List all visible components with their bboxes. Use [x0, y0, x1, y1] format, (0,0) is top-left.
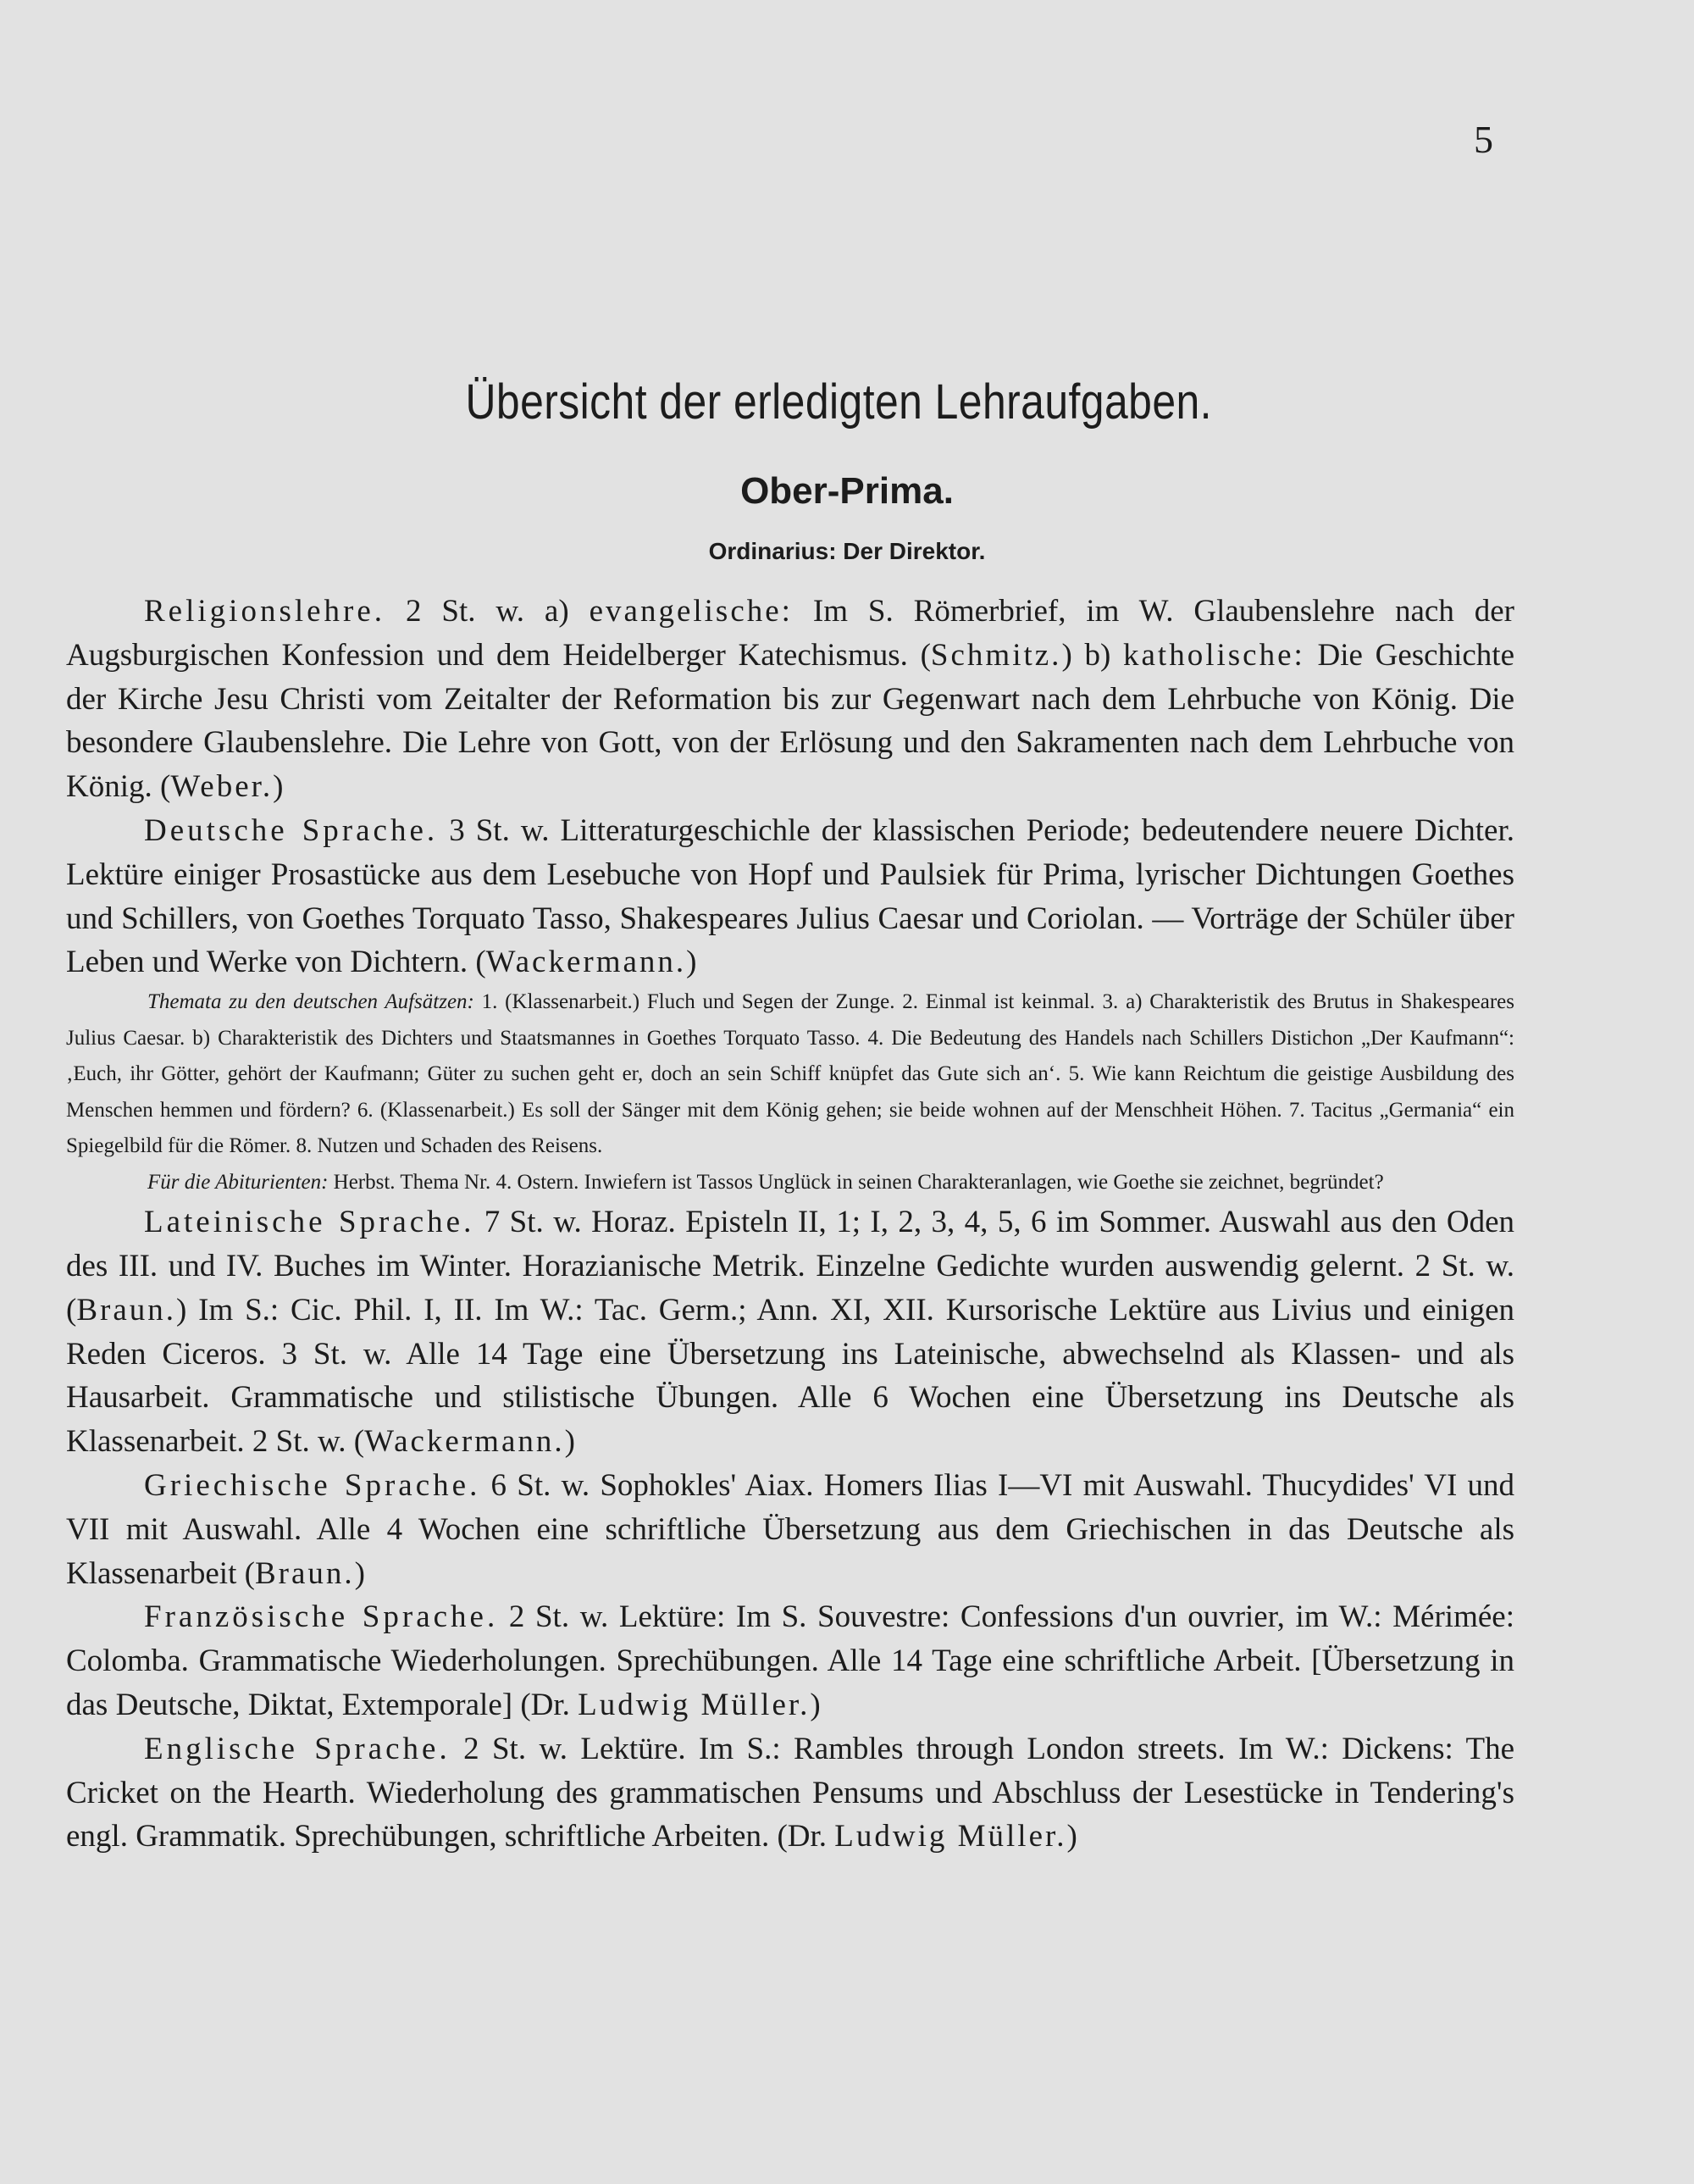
subject-label: Englische Sprache.: [144, 1731, 451, 1766]
denomination-label: katholische:: [1123, 637, 1305, 673]
teacher-name: Wackermann.: [485, 945, 687, 980]
paragraph-text: ): [1066, 1819, 1077, 1854]
ordinarius-line: Ordinarius: Der Direktor.: [708, 538, 986, 564]
paragraph-text: 2 St. w. a): [385, 594, 590, 629]
paragraph-text: ) b): [1061, 637, 1123, 673]
paragraph-text: Im S. Römerbrief, im W. Glaubenslehre nach der Augsburgischen Konfession und dem Heidelberger Katechismus. (: [66, 594, 1515, 673]
paragraph-text: 3 St. w. Litteraturgeschichle der klassischen Periode; bedeutendere neuere Dichter. Lektüre einiger Prosastücke aus dem Lesebuche von Hopf und Paulsiek für Prima, lyrischer Dichtungen Goethes und Schillers, von Goethes Torquato Tasso, Shakespeares Julius Caesar und Coriolan. — Vorträge der Schüler über Leben und Werke von Dichtern. (: [66, 812, 1514, 980]
subject-label: Religionslehre.: [144, 594, 386, 629]
paragraph-religion: [66, 590, 1514, 809]
paragraph-abiturienten: [66, 1165, 1514, 1201]
page-number: 5: [1474, 118, 1493, 161]
paragraph-latein: [66, 1200, 1514, 1464]
section-heading: Ober-Prima.: [740, 470, 954, 512]
paragraph-themata: [66, 984, 1514, 1165]
paragraph-text: 2 St. w. Lektüre: Im S. Souvestre: Confessions d'un ouvrier, im W.: Mérimée: Colomba. Grammatische Wiederholungen. Sprechübungen. Alle 14 Tage eine schriftliche Arbeit. [Übersetzung in das Deutsche, Diktat, Extemporale] (Dr.: [66, 1599, 1514, 1722]
teacher-name: Braun.: [76, 1292, 177, 1328]
paragraph-text: ): [273, 769, 284, 805]
teacher-name: Braun.: [254, 1555, 355, 1591]
subject-label: Lateinische Sprache.: [144, 1205, 475, 1240]
paragraph-text: ): [564, 1424, 575, 1460]
paragraph-franzoesisch: [66, 1595, 1514, 1727]
paragraph-text: 7 St. w. Horaz. Episteln II, 1; I, 2, 3, 4, 5, 6 im Sommer. Auswahl aus den Oden des III. und IV. Buches im Winter. Horazianische Metrik. Einzelne Gedichte wurden auswendig gelernt. 2 St. w. (: [66, 1205, 1514, 1328]
paragraph-text: ) Im S.: Cic. Phil. I, II. Im W.: Tac. Germ.; Ann. XI, XII. Kursorische Lektüre aus Livius und einigen Reden Ciceros. 3 St. w. Alle 14 Tage eine Übersetzung ins Lateinische, abwechselnd als Klassen- und als Hausarbeit. Grammatische und stilistische Übungen. Alle 6 Wochen eine Übersetzung ins Deutsche als Klassenarbeit. 2 St. w. (: [66, 1292, 1514, 1460]
paragraph-griechisch: [66, 1464, 1514, 1595]
teacher-name: Ludwig Müller.: [834, 1819, 1067, 1854]
paragraph-text: ): [686, 945, 697, 980]
paragraph-text: ): [354, 1555, 365, 1591]
teacher-name: Wackermann.: [364, 1424, 565, 1460]
paragraph-text: ): [810, 1687, 821, 1722]
subject-label: Deutsche Sprache.: [144, 812, 439, 848]
teacher-name: Schmitz.: [930, 637, 1062, 673]
abiturienten-text: Herbst. Thema Nr. 4. Ostern. Inwiefern ist Tassos Unglück in seinen Charakteranlagen, wie Goethe sie zeichnet, begründet?: [328, 1170, 1384, 1194]
paragraph-deutsch: [66, 809, 1514, 984]
paragraph-text: 2 St. w. Lektüre. Im S.: Rambles through London streets. Im W.: Dickens: The Cricket on the Hearth. Wiederholung des grammatischen Pensums und Abschluss der Lesestücke in Tendering's engl. Grammatik. Sprechübungen, schriftliche Arbeiten. (Dr.: [66, 1731, 1514, 1854]
paragraph-englisch: [66, 1727, 1514, 1859]
paragraph-text: 6 St. w. Sophokles' Aiax. Homers Ilias I—VI mit Auswahl. Thucydides' VI und VII mit Auswahl. Alle 4 Wochen eine schriftliche Übersetzung aus dem Griechischen in das Deutsche als Klassenarbeit (: [66, 1467, 1514, 1591]
denomination-label: evangelische:: [589, 594, 793, 629]
subject-label: Griechische Sprache.: [144, 1467, 481, 1503]
teacher-name: Ludwig Müller.: [578, 1687, 811, 1722]
lesson-content: [66, 590, 1514, 1859]
page-title: Übersicht der erledigten Lehraufgaben.: [465, 374, 1212, 430]
themata-label: Themata zu den deutschen Aufsätzen:: [147, 990, 474, 1014]
paragraph-text: Die Geschichte der Kirche Jesu Christi vom Zeitalter der Reformation bis zur Gegenwart nach dem Lehrbuche von König. Die besondere Glaubenslehre. Die Lehre von Gott, von der Erlösung und den Sakramenten nach dem Lehrbuche von König. (: [66, 637, 1514, 805]
teacher-name: Weber.: [170, 769, 274, 805]
abiturienten-label: Für die Abiturienten:: [147, 1170, 329, 1194]
subject-label: Französische Sprache.: [144, 1599, 499, 1635]
themata-text: 1. (Klassenarbeit.) Fluch und Segen der Zunge. 2. Einmal ist keinmal. 3. a) Charakteristik des Brutus in Shakespeares Julius Caesar. b) Charakteristik des Dichters und Staatsmannes in Goethes Torquato Tasso. 4. Die Bedeutung des Handels nach Schillers Distichon „Der Kaufmann“: ‚Euch, ihr Götter, gehört der Kaufmann; Güter zu suchen geht er, doch an sein Schiff knüpfet das Gute sich an‘. 5. Wie kann Reichtum die geistige Ausbildung des Menschen hemmen und fördern? 6. (Klassenarbeit.) Es soll der Sänger mit dem König gehen; sie beide wohnen auf der Menschheit Höhen. 7. Tacitus „Germania“ ein Spiegelbild für die Römer. 8. Nutzen und Schaden des Reisens.: [66, 990, 1514, 1158]
